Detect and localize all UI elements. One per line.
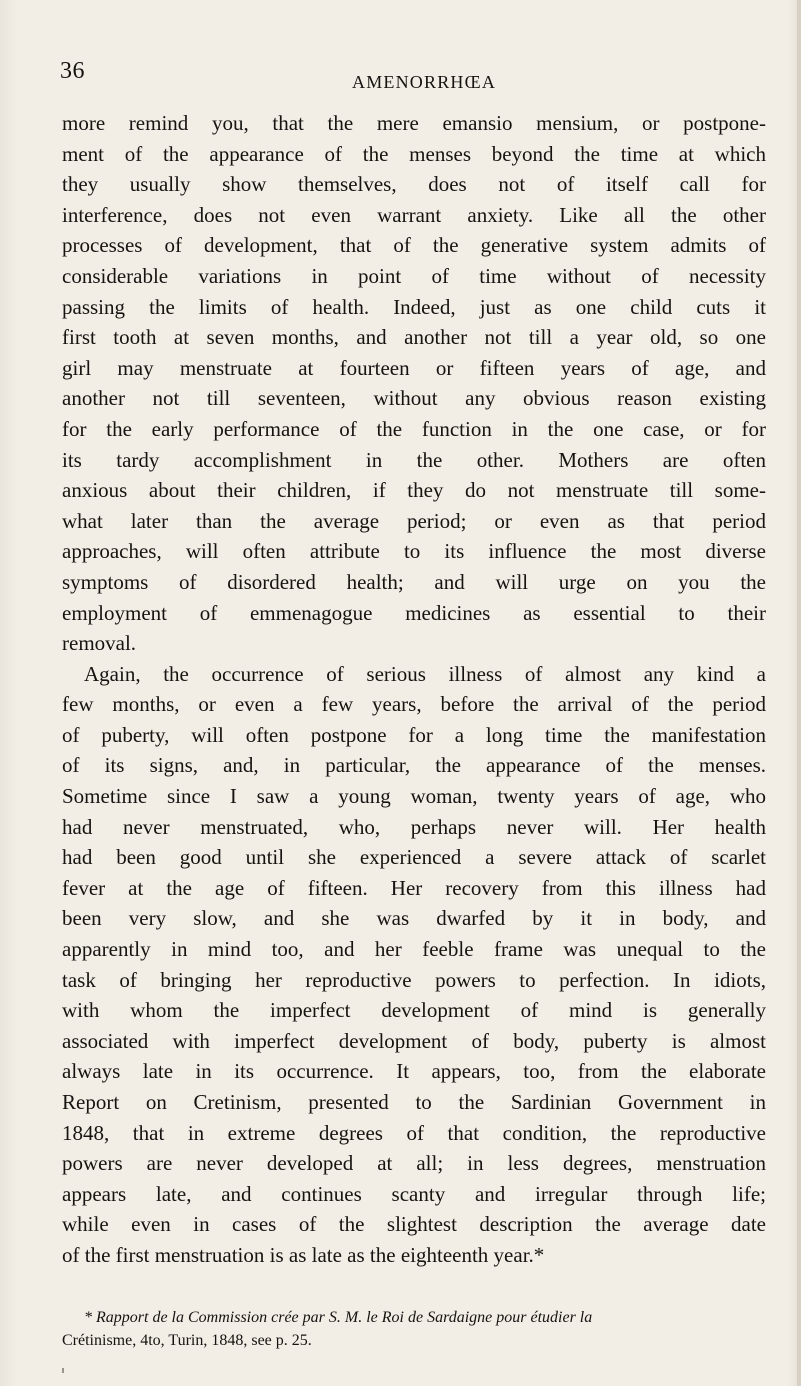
body-line: removal. [62, 631, 137, 656]
body-line: they usually show themselves, does not of itself call for [62, 172, 766, 197]
body-line: another not till seventeen, without any obvious reason existing [62, 386, 766, 411]
body-line: processes of development, that of the generative system admits of [62, 233, 766, 258]
body-line: while even in cases of the slightest description the average date [62, 1212, 766, 1237]
body-line: Sometime since I saw a young woman, twenty years of age, who [62, 784, 766, 809]
body-line: Again, the occurrence of serious illness of almost any kind a [84, 661, 766, 686]
body-line: its tardy accomplishment in the other. Mothers are often [62, 447, 766, 472]
footnote-line: Crétinisme, 4to, Turin, 1848, see p. 25. [62, 1332, 312, 1349]
body-line: task of bringing her reproductive powers to perfection. In idiots, [62, 967, 766, 992]
body-line: symptoms of disordered health; and will urge on you the [62, 569, 766, 594]
body-line: been very slow, and she was dwarfed by it in body, and [62, 906, 766, 931]
body-line: anxious about their children, if they do not menstruate till some- [62, 478, 766, 503]
page-number: 36 [60, 58, 85, 84]
body-line: first tooth at seven months, and another not till a year old, so one [62, 325, 766, 350]
body-line: girl may menstruate at fourteen or fifteen years of age, and [62, 355, 766, 380]
body-line: few months, or even a few years, before the arrival of the period [62, 692, 766, 717]
footnote-line: * Rapport de la Commission crée par S. M. le Roi de Sardaigne pour étudier la [84, 1309, 593, 1326]
footnote [62, 1306, 766, 1352]
body-line: of its signs, and, in particular, the appearance of the menses. [62, 753, 766, 778]
body-line: appears late, and continues scanty and irregular through life; [62, 1181, 766, 1206]
body-line: fever at the age of fifteen. Her recovery from this illness had [62, 875, 766, 900]
body-line: employment of emmenagogue medicines as essential to their [62, 600, 766, 625]
body-line: powers are never developed at all; in less degrees, menstruation [62, 1151, 766, 1176]
body-line: for the early performance of the function in the one case, or for [62, 416, 766, 441]
body-line: had never menstruated, who, perhaps never will. Her health [62, 814, 766, 839]
body-line: with whom the imperfect development of mind is generally [62, 998, 766, 1023]
body-line: of the first menstruation is as late as the eighteenth year.* [62, 1242, 545, 1267]
body-line: what later than the average period; or even as that period [62, 508, 766, 533]
body-line: 1848, that in extreme degrees of that condition, the reproductive [62, 1120, 766, 1145]
print-mark [62, 1368, 64, 1373]
body-line: more remind you, that the mere emansio mensium, or postpone- [62, 111, 766, 135]
body-text [62, 108, 766, 1271]
body-line: approaches, will often attribute to its influence the most diverse [62, 539, 766, 564]
body-line: passing the limits of health. Indeed, just as one child cuts it [62, 294, 766, 319]
page-edge [797, 0, 801, 1386]
body-line: associated with imperfect development of body, puberty is almost [62, 1028, 766, 1053]
body-line: ment of the appearance of the menses beyond the time at which [62, 141, 766, 166]
body-line: interference, does not even warrant anxiety. Like all the other [62, 202, 766, 227]
body-line: always late in its occurrence. It appears, too, from the elaborate [62, 1059, 766, 1084]
body-line: of puberty, will often postpone for a long time the manifestation [62, 722, 766, 747]
running-head: AMENORRHŒA [352, 72, 497, 92]
body-line: Report on Cretinism, presented to the Sardinian Government in [62, 1090, 766, 1114]
body-line: had been good until she experienced a severe attack of scarlet [62, 845, 766, 870]
body-line: apparently in mind too, and her feeble frame was unequal to the [62, 937, 766, 962]
body-line: considerable variations in point of time without of necessity [62, 263, 766, 288]
